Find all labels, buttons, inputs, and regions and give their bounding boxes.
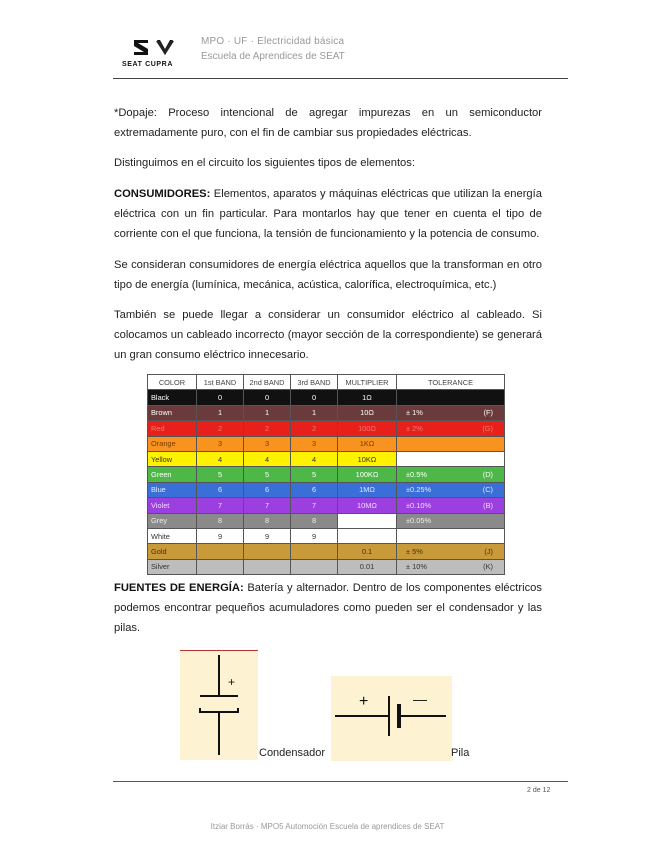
consumers-text: Elementos, aparatos y máquinas eléctricas que utilizan la energía eléctrica con un fin particular. Para montarlos hay que tener en cuenta el tipo de corriente con el que funciona, la tensión de funcionamiento y la potencia de consumo. — [114, 188, 542, 240]
doping-note: *Dopaje: Proceso intencional de agregar impurezas en un semiconductor extremadamente puro, con el fin de cambiar sus propiedades eléctricas. — [114, 107, 542, 139]
tolerance-value: ±0.5% — [406, 470, 427, 480]
cell-band3: 1 — [291, 405, 338, 420]
cell-band2: 6 — [244, 482, 291, 497]
consumers-label: CONSUMIDORES: — [114, 188, 211, 200]
cell-band1: 8 — [197, 513, 244, 528]
tolerance-code: (G) — [482, 423, 493, 433]
cell-color-name: White — [148, 528, 197, 543]
cell-color-name: Gold — [148, 544, 197, 559]
cell-band1: 1 — [197, 405, 244, 420]
cell-tolerance — [397, 498, 505, 513]
wiring-note: También se puede llegar a considerar un consumidor eléctrico al cableado. Si colocamos un cableado incorrecto (mayor sección de la correspondiente) se generará un gran consumo eléctrico innecesario. — [114, 309, 542, 361]
header-band3: 3rd BAND — [291, 375, 338, 390]
table-row — [148, 544, 505, 559]
cell-band1 — [197, 559, 244, 574]
cell-tolerance — [397, 436, 505, 451]
sources-text: Batería y alternador. Dentro de los componentes eléctricos podemos encontrar pequeños acumuladores como pueden ser el condensador y las pilas. — [114, 582, 542, 634]
cell-multiplier: 10Ω — [338, 405, 397, 420]
tolerance-code: (J) — [484, 546, 493, 556]
cell-color-name: Silver — [148, 559, 197, 574]
header-band1: 1st BAND — [197, 375, 244, 390]
cell-band3: 8 — [291, 513, 338, 528]
cell-color-name: Blue — [148, 482, 197, 497]
table-row — [148, 498, 505, 513]
cell-band2: 8 — [244, 513, 291, 528]
seat-cupra-logo — [122, 38, 194, 68]
cell-color-name: Yellow — [148, 451, 197, 466]
cell-color-name: Orange — [148, 436, 197, 451]
cell-multiplier: 0.01 — [338, 559, 397, 574]
header-multiplier: MULTIPLIER — [338, 375, 397, 390]
table-row — [148, 482, 505, 497]
cell-band1: 5 — [197, 467, 244, 482]
cell-band3: 5 — [291, 467, 338, 482]
cell-tolerance — [397, 421, 505, 436]
tolerance-code: (F) — [483, 408, 493, 418]
cell-multiplier: 100KΩ — [338, 467, 397, 482]
cell-band1: 6 — [197, 482, 244, 497]
cell-multiplier: 1MΩ — [338, 482, 397, 497]
header-color: COLOR — [148, 375, 197, 390]
cell-band3: 9 — [291, 528, 338, 543]
cell-band3: 4 — [291, 451, 338, 466]
cell-tolerance — [397, 405, 505, 420]
table-row — [148, 451, 505, 466]
cell-band1: 7 — [197, 498, 244, 513]
header-tolerance: TOLERANCE — [397, 375, 505, 390]
table-row — [148, 405, 505, 420]
tolerance-code: (K) — [483, 562, 493, 572]
cell-tolerance — [397, 544, 505, 559]
capacitor-caption: Condensador — [259, 747, 326, 759]
cell-caption: Pila — [451, 747, 470, 759]
cell-tolerance — [397, 513, 505, 528]
tolerance-code: (C) — [482, 485, 493, 495]
cell-band2: 2 — [244, 421, 291, 436]
table-row — [148, 390, 505, 405]
cell-band2 — [244, 544, 291, 559]
consumers-transform: Se consideran consumidores de energía eléctrica aquellos que la transforman en otro tipo de energía (lumínica, mecánica, acústica, calorífica, electroquímica, etc.) — [114, 259, 542, 291]
cell-multiplier: 10KΩ — [338, 451, 397, 466]
capacitor-symbol — [180, 650, 258, 760]
header-subtitle: Escuela de Aprendices de SEAT — [201, 51, 345, 62]
cell-band3: 3 — [291, 436, 338, 451]
cell-band2: 9 — [244, 528, 291, 543]
cell-band1: 2 — [197, 421, 244, 436]
cell-multiplier: 10MΩ — [338, 498, 397, 513]
tolerance-value: ± 1% — [406, 408, 423, 418]
cell-band2: 0 — [244, 390, 291, 405]
tolerance-value: ±0.05% — [406, 516, 432, 526]
cell-band2: 4 — [244, 451, 291, 466]
footer-credit: Itziar Borrás · MPO5 Automoción Escuela de aprendices de SEAT — [210, 822, 445, 831]
cell-multiplier: 1KΩ — [338, 436, 397, 451]
cell-band3: 2 — [291, 421, 338, 436]
cell-band3: 7 — [291, 498, 338, 513]
sources-label: FUENTES DE ENERGÍA: — [114, 582, 244, 594]
header-divider — [113, 78, 568, 79]
cell-multiplier — [338, 513, 397, 528]
table-row — [148, 467, 505, 482]
header-title: MPO · UF · Electricidad básica — [201, 36, 345, 47]
cell-band1: 3 — [197, 436, 244, 451]
cell-band2: 1 — [244, 405, 291, 420]
table-row — [148, 513, 505, 528]
header-band2: 2nd BAND — [244, 375, 291, 390]
cell-color-name: Green — [148, 467, 197, 482]
capacitor-plus-label: + — [228, 675, 236, 689]
tolerance-value: ± 2% — [406, 423, 423, 433]
resistor-color-code-table — [147, 374, 505, 575]
cell-color-name: Violet — [148, 498, 197, 513]
tolerance-value: ± 10% — [406, 562, 427, 572]
cell-color-name: Brown — [148, 405, 197, 420]
cell-band2 — [244, 559, 291, 574]
tolerance-value: ±0.25% — [406, 485, 432, 495]
footer-divider — [113, 781, 568, 782]
tolerance-code: (B) — [483, 500, 493, 510]
cell-tolerance — [397, 559, 505, 574]
cell-band2: 3 — [244, 436, 291, 451]
table-row — [148, 421, 505, 436]
circuit-intro: Distinguimos en el circuito los siguientes tipos de elementos: — [114, 157, 415, 169]
cell-tolerance — [397, 467, 505, 482]
table-body — [148, 390, 505, 575]
cell-color-name: Red — [148, 421, 197, 436]
cell-band2: 5 — [244, 467, 291, 482]
sources-paragraph — [114, 578, 542, 638]
consumers-paragraph — [114, 184, 542, 244]
tolerance-value: ± 5% — [406, 546, 423, 556]
cell-multiplier: 1Ω — [338, 390, 397, 405]
svg-text:SEAT CUPRA: SEAT CUPRA — [122, 61, 173, 68]
cell-multiplier: 100Ω — [338, 421, 397, 436]
cell-band2: 7 — [244, 498, 291, 513]
cell-band3 — [291, 559, 338, 574]
table-header-row — [148, 375, 505, 390]
tolerance-code: (D) — [482, 470, 493, 480]
table-row — [148, 528, 505, 543]
table-row — [148, 559, 505, 574]
cell-tolerance — [397, 482, 505, 497]
cell-band1: 0 — [197, 390, 244, 405]
cell-tolerance — [397, 451, 505, 466]
cell-plus-label: + — [359, 693, 369, 710]
cell-minus-label: — — [413, 691, 427, 707]
cell-band1 — [197, 544, 244, 559]
cell-band3: 0 — [291, 390, 338, 405]
cell-band3: 6 — [291, 482, 338, 497]
cell-tolerance — [397, 390, 505, 405]
cell-multiplier: 0.1 — [338, 544, 397, 559]
cell-color-name: Grey — [148, 513, 197, 528]
cell-band1: 4 — [197, 451, 244, 466]
cell-multiplier — [338, 528, 397, 543]
table-row — [148, 436, 505, 451]
page-number: 2 de 12 — [527, 787, 551, 794]
tolerance-value: ±0.10% — [406, 500, 432, 510]
cell-symbol — [331, 676, 452, 761]
cell-color-name: Black — [148, 390, 197, 405]
cell-tolerance — [397, 528, 505, 543]
cell-band1: 9 — [197, 528, 244, 543]
cell-band3 — [291, 544, 338, 559]
